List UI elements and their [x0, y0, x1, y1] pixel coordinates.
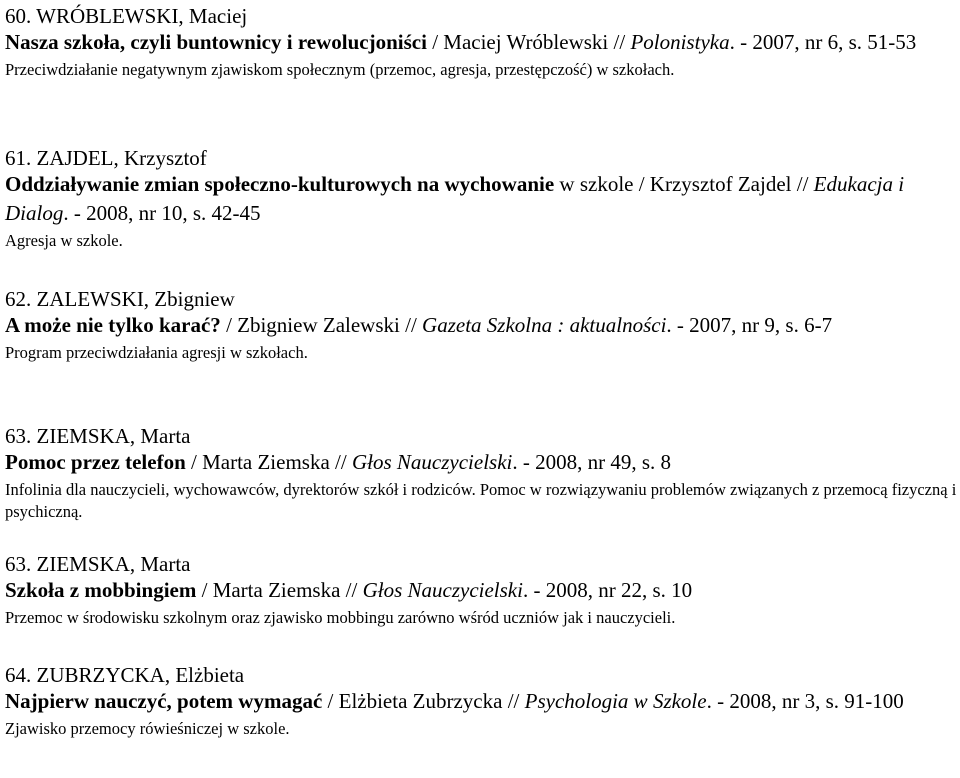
bibliography-entry — [5, 146, 958, 252]
bibliography-entry — [5, 424, 958, 523]
entry-issue: . - 2008, nr 10, s. 42-45 — [63, 201, 261, 225]
entry-title: Oddziaływanie zmian społeczno-kulturowych na wychowanie — [5, 172, 555, 196]
entry-journal: Głos Nauczycielski — [351, 450, 513, 474]
bibliography-entry — [5, 663, 958, 740]
entry-annotation: Agresja w szkole. — [5, 231, 123, 250]
entry-heading: 61. ZAJDEL, Krzysztof — [5, 146, 207, 170]
entry-citation — [5, 311, 958, 340]
entry-author-separator: / Marta Ziemska // — [185, 450, 352, 474]
entry-author-separator: / Zbigniew Zalewski // — [220, 313, 423, 337]
entry-citation — [5, 28, 958, 57]
entry-journal: Gazeta Szkolna : aktualności — [422, 313, 667, 337]
entry-citation — [5, 170, 958, 228]
bibliography-entry — [5, 4, 958, 81]
entry-citation — [5, 448, 958, 477]
entry-heading: 62. ZALEWSKI, Zbigniew — [5, 287, 235, 311]
entry-annotation: Zjawisko przemocy rówieśniczej w szkole. — [5, 719, 290, 738]
entry-heading: 63. ZIEMSKA, Marta — [5, 552, 191, 576]
entry-title: Pomoc przez telefon — [5, 450, 186, 474]
entry-annotation: Program przeciwdziałania agresji w szkołach. — [5, 343, 308, 362]
entry-issue: . - 2007, nr 6, s. 51-53 — [729, 30, 917, 54]
bibliography-entry — [5, 552, 958, 629]
entry-author-separator: w szkole / Krzysztof Zajdel // — [554, 172, 814, 196]
entry-heading: 60. WRÓBLEWSKI, Maciej — [5, 4, 248, 28]
entry-author-separator: / Marta Ziemska // — [196, 578, 363, 602]
entry-title: Szkoła z mobbingiem — [5, 578, 197, 602]
entry-annotation: Infolinia dla nauczycieli, wychowawców, dyrektorów szkół i rodziców. Pomoc w rozwiązywaniu problemów związanych z przemocą fizyczną i psychiczną. — [5, 480, 957, 521]
entry-heading: 63. ZIEMSKA, Marta — [5, 424, 191, 448]
entry-issue: . - 2008, nr 3, s. 91-100 — [706, 689, 904, 713]
entry-author-separator: / Elżbieta Zubrzycka // — [322, 689, 525, 713]
entry-issue: . - 2008, nr 49, s. 8 — [512, 450, 672, 474]
entry-journal: Polonistyka — [630, 30, 730, 54]
entry-journal: Głos Nauczycielski — [362, 578, 523, 602]
entry-annotation: Przeciwdziałanie negatywnym zjawiskom społecznym (przemoc, agresja, przestępczość) w szkołach. — [5, 60, 675, 79]
entry-journal: Edukacja i Dialog — [5, 172, 905, 225]
entry-title: Najpierw nauczyć, potem wymagać — [5, 689, 323, 713]
entry-citation — [5, 576, 958, 605]
entry-issue: . - 2007, nr 9, s. 6-7 — [666, 313, 833, 337]
entry-issue: . - 2008, nr 22, s. 10 — [522, 578, 693, 602]
entry-author-separator: / Maciej Wróblewski // — [426, 30, 631, 54]
entry-journal: Psychologia w Szkole — [524, 689, 707, 713]
entry-title: A może nie tylko karać? — [5, 313, 221, 337]
entry-annotation: Przemoc w środowisku szkolnym oraz zjawisko mobbingu zarówno wśród uczniów jak i nauczycieli. — [5, 608, 676, 627]
entry-heading: 64. ZUBRZYCKA, Elżbieta — [5, 663, 245, 687]
bibliography-entry — [5, 287, 958, 364]
entry-title: Nasza szkoła, czyli buntownicy i rewolucjoniści — [5, 30, 427, 54]
entry-citation — [5, 687, 958, 716]
